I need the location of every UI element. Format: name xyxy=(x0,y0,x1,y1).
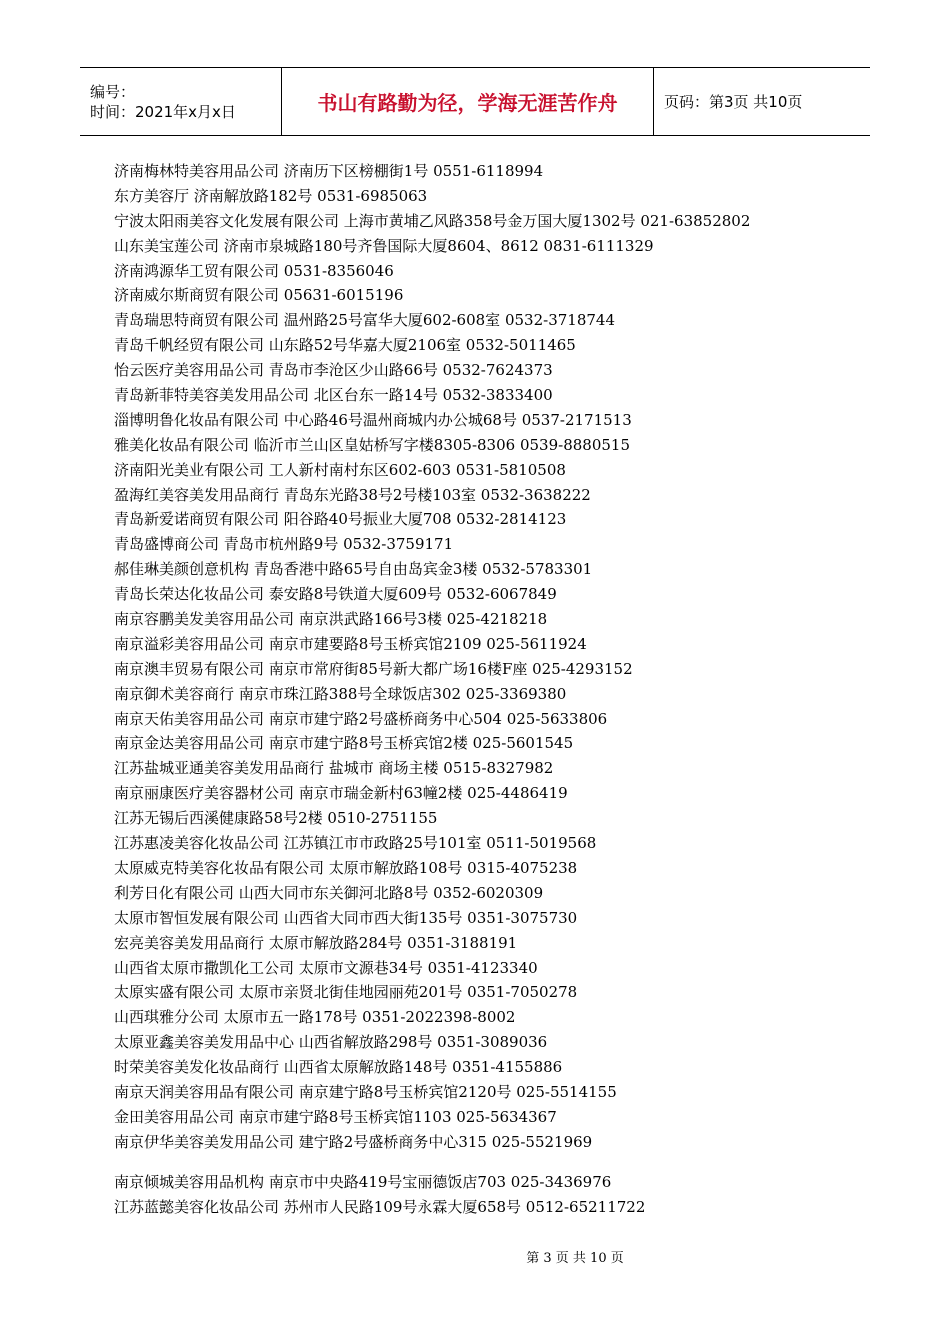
directory-entry: 太原市智恒发展有限公司 山西省大同市西大街135号 0351-3075730 xyxy=(114,908,578,927)
directory-entry: 青岛新菲特美容美发用品公司 北区台东一路14号 0532-3833400 xyxy=(114,386,553,405)
directory-entry: 太原威克特美容化妆品有限公司 太原市解放路108号 0315-4075238 xyxy=(114,858,578,877)
directory-entry: 青岛新爱诺商贸有限公司 阳谷路40号振业大厦708 0532-2814123 xyxy=(114,510,567,529)
directory-entry: 南京澳丰贸易有限公司 南京市常府街85号新大都广场16楼F座 025-4293152 xyxy=(114,659,633,678)
directory-entry: 金田美容用品公司 南京市建宁路8号玉桥宾馆1103 025-5634367 xyxy=(114,1107,557,1126)
directory-entry: 南京丽康医疗美容器材公司 南京市瑞金新村63幢2楼 025-4486419 xyxy=(114,784,568,803)
directory-entry: 淄博明鲁化妆品有限公司 中心路46号温州商城内办公城68号 0537-2171513 xyxy=(114,410,632,429)
directory-entry: 雅美化妆品有限公司 临沂市兰山区皇姑桥写字楼8305-8306 0539-8880515 xyxy=(114,435,631,454)
directory-entry: 怡云医疗美容用品公司 青岛市李沧区少山路66号 0532-7624373 xyxy=(114,361,553,380)
directory-entry: 南京伊华美容美发用品公司 建宁路2号盛桥商务中心315 025-5521969 xyxy=(114,1132,593,1151)
directory-entry: 太原亚鑫美容美发用品中心 山西省解放路298号 0351-3089036 xyxy=(114,1033,548,1052)
directory-entry: 郝佳琳美颜创意机构 青岛香港中路65号自由岛宾金3楼 0532-5783301 xyxy=(114,560,593,579)
directory-entry: 南京金达美容用品公司 南京市建宁路8号玉桥宾馆2楼 025-5601545 xyxy=(114,734,574,753)
directory-entry: 山东美宝莲公司 济南市泉城路180号齐鲁国际大厦8604、8612 0831-6111329 xyxy=(114,236,654,255)
directory-entry: 江苏蓝懿美容化妆品公司 苏州市人民路109号永霖大厦658号 0512-65211722 xyxy=(114,1197,646,1216)
directory-entry: 南京溢彩美容用品公司 南京市建要路8号玉桥宾馆2109 025-5611924 xyxy=(114,634,587,653)
directory-entry: 东方美容厅 济南解放路182号 0531-6985063 xyxy=(114,186,428,205)
directory-entry: 南京容鹏美发美容用品公司 南京洪武路166号3楼 025-4218218 xyxy=(114,610,548,629)
directory-entry: 宏亮美容美发用品商行 太原市解放路284号 0351-3188191 xyxy=(114,933,518,952)
directory-entry: 宁波太阳雨美容文化发展有限公司 上海市黄埔乙风路358号金万国大厦1302号 021-63852802 xyxy=(114,211,751,230)
directory-entry: 青岛盛博商公司 青岛市杭州路9号 0532-3759171 xyxy=(114,535,454,554)
document-number-label: 编号： xyxy=(90,82,136,101)
directory-entry: 时荣美容美发化妆品商行 山西省太原解放路148号 0351-4155886 xyxy=(114,1058,563,1077)
directory-entry: 济南威尔斯商贸有限公司 05631-6015196 xyxy=(114,286,404,305)
directory-entry: 山西省太原市撒凯化工公司 太原市文源巷34号 0351-4123340 xyxy=(114,958,538,977)
header-page-number: 页码：第3页 共10页 xyxy=(664,93,803,111)
header-motto-cell xyxy=(282,68,654,135)
directory-entry: 济南鸿源华工贸有限公司 0531-8356046 xyxy=(114,261,394,280)
directory-entry: 江苏无锡后西溪健康路58号2楼 0510-2751155 xyxy=(114,809,438,828)
directory-entry: 青岛长荣达化妆品公司 泰安路8号铁道大厦609号 0532-6067849 xyxy=(114,585,557,604)
header-meta xyxy=(80,68,282,135)
directory-entry: 南京天佑美容用品公司 南京市建宁路2号盛桥商务中心504 025-5633806 xyxy=(114,709,608,728)
directory-entry: 太原实盛有限公司 太原市亲贤北街佳地园丽苑201号 0351-7050278 xyxy=(114,983,578,1002)
document-time-label: 时间：2021年x月x日 xyxy=(90,102,236,121)
directory-entry: 济南阳光美业有限公司 工人新村南村东区602-603 0531-5810508 xyxy=(114,460,566,479)
page-header xyxy=(80,67,870,136)
footer-page-number: 第 3 页 共 10 页 xyxy=(526,1251,624,1266)
directory-entry: 江苏惠凌美容化妆品公司 江苏镇江市市政路25号101室 0511-5019568 xyxy=(114,834,597,853)
directory-list xyxy=(114,159,914,1219)
header-motto: 书山有路勤为径，学海无涯苦作舟 xyxy=(317,91,618,115)
directory-entry: 山西琪雅分公司 太原市五一路178号 0351-2022398-8002 xyxy=(114,1008,516,1027)
directory-entry: 南京倾城美容用品机构 南京市中央路419号宝丽德饭店703 025-3436976 xyxy=(114,1172,612,1191)
directory-entry: 南京御术美容商行 南京市珠江路388号全球饭店302 025-3369380 xyxy=(114,684,567,703)
directory-entry: 青岛瑞思特商贸有限公司 温州路25号富华大厦602-608室 0532-3718744 xyxy=(114,311,616,330)
directory-entry: 江苏盐城亚通美容美发用品商行 盐城市 商场主楼 0515-8327982 xyxy=(114,759,554,778)
directory-entry: 济南梅林特美容用品公司 济南历下区榜棚街1号 0551-6118994 xyxy=(114,162,544,180)
directory-entry: 盈海红美容美发用品商行 青岛东光路38号2号楼103室 0532-3638222 xyxy=(114,485,591,504)
page-footer xyxy=(0,1247,950,1266)
directory-entry: 南京天润美容用品有限公司 南京建宁路8号玉桥宾馆2120号 025-5514155 xyxy=(114,1082,617,1101)
directory-entry: 利芳日化有限公司 山西大同市东关御河北路8号 0352-6020309 xyxy=(114,883,544,902)
directory-entry: 青岛千帆经贸有限公司 山东路52号华嘉大厦2106室 0532-5011465 xyxy=(114,336,576,355)
header-page-cell xyxy=(654,68,870,135)
